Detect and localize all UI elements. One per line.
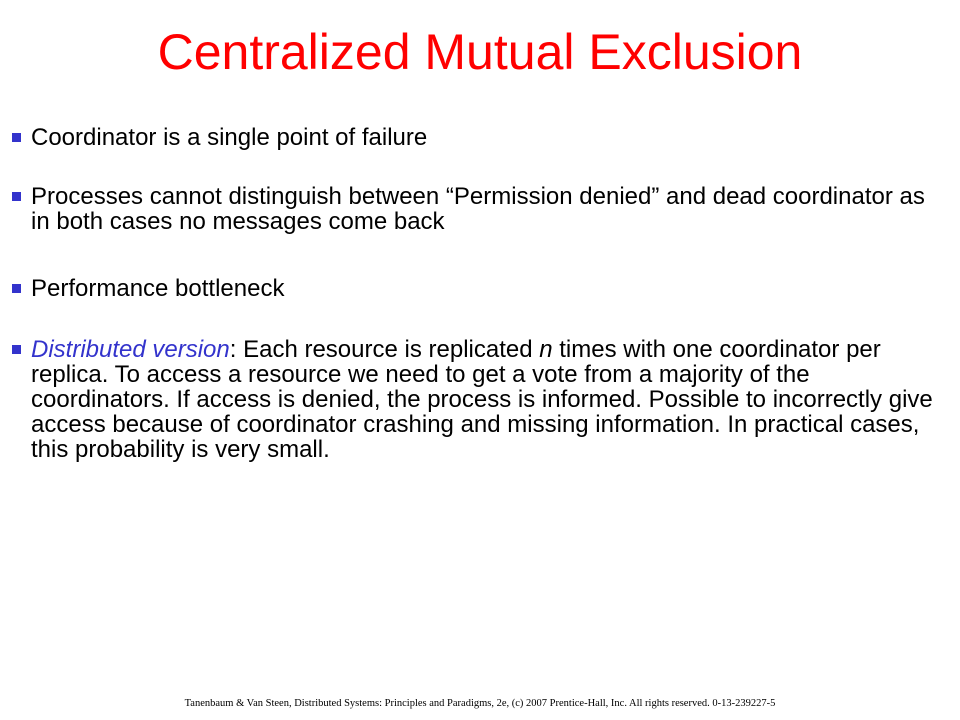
bullet-item xyxy=(0,337,936,462)
bullet-text: Coordinator is a single point of failure xyxy=(31,124,428,151)
bullet-variable: n xyxy=(539,336,553,363)
square-bullet-icon xyxy=(12,345,21,354)
bullet-lead-term: Distributed version xyxy=(31,336,230,363)
square-bullet-icon xyxy=(12,284,21,293)
bullet-item xyxy=(0,276,936,301)
square-bullet-icon xyxy=(12,133,21,142)
bullet-text: Performance bottleneck xyxy=(31,275,285,302)
square-bullet-icon xyxy=(12,192,21,201)
slide-title: Centralized Mutual Exclusion xyxy=(157,24,803,80)
bullet-item xyxy=(0,184,936,234)
bullet-text: Processes cannot distinguish between “Permission denied” and dead coordinator as in both cases no messages come back xyxy=(31,183,925,235)
bullet-text-part: times with one coordinator per replica. To access a resource we need to get a vote from a majority of the coordinators. If access is denied, the process is informed. Possible to incorrectly give access because of coordinator crashing and missing information. In practical cases, this probability is very small. xyxy=(31,336,933,463)
bullet-item xyxy=(0,125,936,150)
slide-footer: Tanenbaum & Van Steen, Distributed Systems: Principles and Paradigms, 2e, (c) 2007 Prentice-Hall, Inc. All rights reserved. 0-13-239227-5 xyxy=(184,698,776,709)
bullet-text-part: : Each resource is replicated xyxy=(229,336,540,363)
